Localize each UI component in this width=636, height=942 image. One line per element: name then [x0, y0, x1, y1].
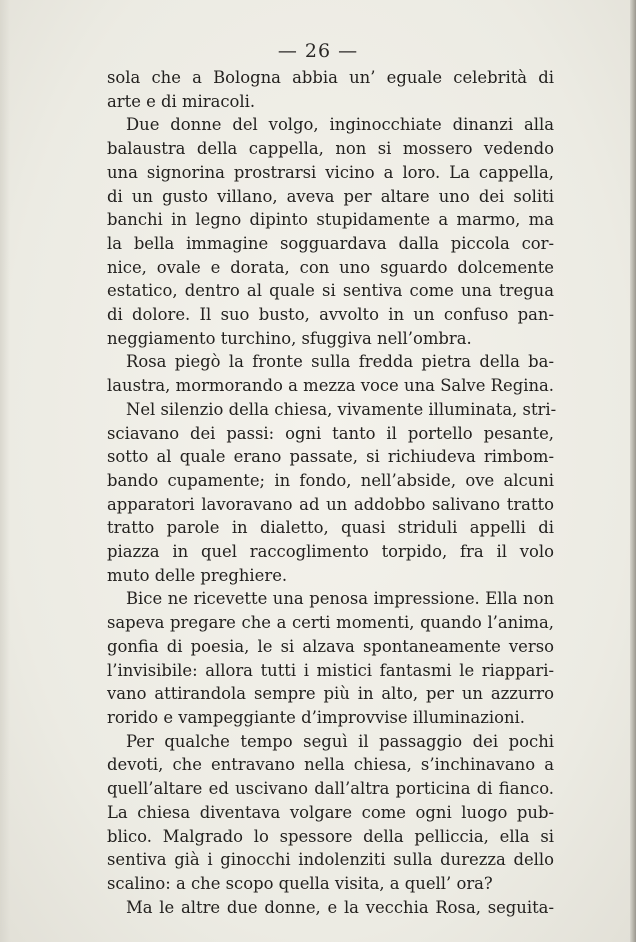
text-line: bando cupamente; in fondo, nell’abside, ove alcuni	[107, 470, 554, 490]
text-line: sapeva pregare che a certi momenti, quando l’anima,	[107, 613, 554, 633]
text-line: La chiesa diventava volgare come ogni luogo pub-	[107, 802, 554, 822]
text-line: l’invisibile: allora tutti i mistici fantasmi le riappari-	[107, 660, 554, 680]
text-line: sciavano dei passi: ogni tanto il portello pesante,	[107, 423, 554, 443]
text-line: blico. Malgrado lo spessore della pelliccia, ella si	[107, 826, 554, 846]
text-line: di dolore. Il suo busto, avvolto in un confuso pan-	[107, 305, 554, 325]
text-line: vano attirandola sempre più in alto, per un azzurro	[107, 684, 554, 704]
text-line: sotto al quale erano passate, si richiudeva rimbom-	[107, 447, 554, 467]
text-line: gonfia di poesia, le si alzava spontaneamente verso	[107, 636, 554, 656]
text-line: Rosa piegò la fronte sulla fredda pietra della ba-	[126, 352, 554, 372]
text-line: Per qualche tempo seguì il passaggio dei pochi	[126, 731, 554, 751]
text-line: laustra, mormorando a mezza voce una Salve Regina.	[107, 376, 554, 396]
page-right-edge	[630, 0, 636, 942]
text-line: sola che a Bologna abbia un’ eguale celebrità di	[107, 68, 554, 87]
text-line: arte e di miracoli.	[107, 91, 256, 111]
text-line: Nel silenzio della chiesa, vivamente illuminata, stri-	[126, 399, 557, 419]
text-line: neggiamento turchino, sfuggiva nell’ombra.	[107, 328, 472, 348]
text-line: di un gusto villano, aveva per altare uno dei soliti	[107, 186, 554, 206]
text-line: Bice ne ricevette una penosa impressione. Ella non	[126, 589, 554, 609]
text-line: apparatori lavoravano ad un addobbo salivano tratto	[107, 494, 554, 514]
text-line: sentiva già i ginocchi indolenziti sulla durezza dello	[107, 850, 554, 870]
text-line: una signorina prostrarsi vicino a loro. La cappella,	[107, 162, 554, 182]
text-line: balaustra della cappella, non si mossero vedendo	[107, 139, 554, 159]
text-line: piazza in quel raccoglimento torpido, fra il volo	[107, 542, 554, 562]
text-line: estatico, dentro al quale si sentiva come una tregua	[107, 281, 554, 301]
page-number: — 26 —	[277, 40, 359, 62]
text-line: la bella immagine sogguardava dalla piccola cor-	[107, 233, 554, 253]
text-line: Due donne del volgo, inginocchiate dinanzi alla	[126, 115, 554, 135]
body-text	[107, 66, 557, 919]
text-line: Ma le altre due donne, e la vecchia Rosa, seguita-	[126, 897, 554, 917]
page-left-shadow	[0, 0, 10, 942]
text-line: rorido e vampeggiante d’improvvise illuminazioni.	[107, 707, 525, 727]
text-line: muto delle preghiere.	[107, 565, 288, 585]
text-line: quell’altare ed uscivano dall’altra porticina di fianco.	[107, 779, 554, 799]
text-line: tratto parole in dialetto, quasi striduli appelli di	[107, 518, 554, 538]
text-line: devoti, che entravano nella chiesa, s’inchinavano a	[107, 755, 554, 775]
text-line: scalino: a che scopo quella visita, a quell’ ora?	[107, 873, 493, 893]
text-line: nice, ovale e dorata, con uno sguardo dolcemente	[107, 257, 554, 277]
text-line: banchi in legno dipinto stupidamente a marmo, ma	[107, 210, 554, 230]
